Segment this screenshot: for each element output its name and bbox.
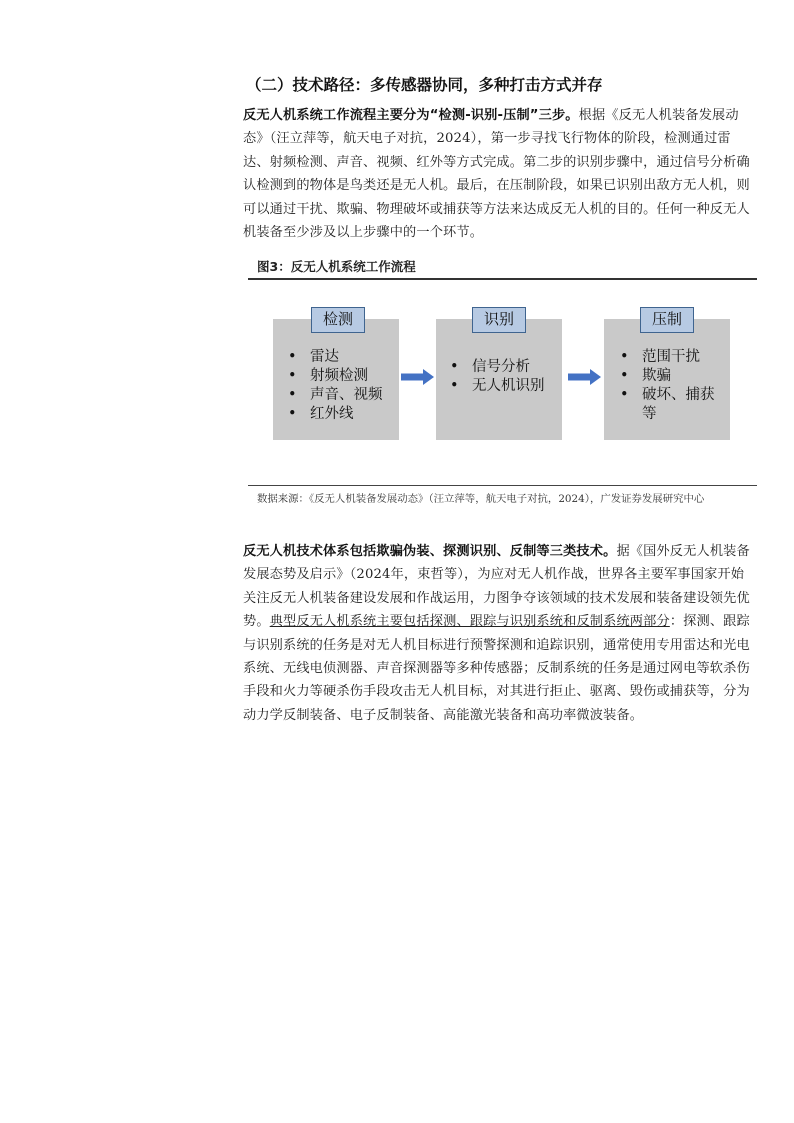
figure-top-rule bbox=[248, 278, 757, 280]
figure-bottom-rule bbox=[248, 485, 757, 486]
stage-items-suppress bbox=[620, 348, 728, 424]
stage-label-detect: 检测 bbox=[311, 307, 365, 333]
flow-arrow-icon bbox=[568, 369, 602, 385]
paragraph-workflow bbox=[243, 104, 757, 244]
stage-item: • 信号分析 bbox=[450, 358, 560, 377]
stage-item: • 无人机识别 bbox=[450, 377, 560, 396]
paragraph-lead: 反无人机技术体系包括欺骗伪装、探测识别、反制等三类技术。 bbox=[243, 544, 617, 559]
stage-item: • 范围干扰 bbox=[620, 348, 728, 367]
section-heading: （二）技术路径：多传感器协同，多种打击方式并存 bbox=[246, 76, 603, 94]
stage-item: • 欺骗 bbox=[620, 367, 728, 386]
underlined-sentence: 典型反无人机系统主要包括探测、跟踪与识别系统和反制系统两部分 bbox=[269, 614, 670, 630]
figure-source: 数据来源：《反无人机装备发展动态》（汪立萍等，航天电子对抗，2024），广发证券发展研究中心 bbox=[257, 493, 705, 505]
paragraph-lead: 反无人机系统工作流程主要分为“检测-识别-压制”三步。 bbox=[243, 108, 579, 123]
stage-item: • 声音、视频 bbox=[288, 386, 398, 405]
paragraph-tech-system bbox=[243, 540, 757, 727]
stage-label-suppress: 压制 bbox=[640, 307, 694, 333]
paragraph-body: 据《国外反无人机装备发展态势及启示》（2024年，束哲等），为应对无人机作战，世界各主要军事国家开始关注反无人机装备建设发展和作战运用，力图争夺该领域的技术发展和装备建设领先优势。 bbox=[243, 544, 750, 630]
stage-item: • 破坏、捕获等 bbox=[620, 386, 728, 424]
figure-title: 图3：反无人机系统工作流程 bbox=[257, 259, 416, 274]
stage-item: • 射频检测 bbox=[288, 367, 398, 386]
stage-label-identify: 识别 bbox=[472, 307, 526, 333]
stage-items-identify bbox=[450, 358, 560, 396]
flow-arrow-icon bbox=[401, 369, 435, 385]
stage-item: • 雷达 bbox=[288, 348, 398, 367]
stage-item: • 红外线 bbox=[288, 405, 398, 424]
paragraph-body-continued: ：探测、跟踪与识别系统的任务是对无人机目标进行预警探测和追踪识别，通常使用专用雷达和光电系统、无线电侦测器、声音探测器等多种传感器；反制系统的任务是通过网电等软杀伤手段和火力等硬杀伤手段攻击无人机目标，对其进行拒止、驱离、毁伤或捕获等，分为动力学反制装备、电子反制装备、高能激光装备和高功率微波装备。 bbox=[243, 614, 750, 723]
stage-items-detect bbox=[288, 348, 398, 424]
paragraph-body: 根据《反无人机装备发展动态》（汪立萍等，航天电子对抗，2024），第一步寻找飞行物体的阶段，检测通过雷达、射频检测、声音、视频、红外等方式完成。第二步的识别步骤中，通过信号分析确认检测到的物体是鸟类还是无人机。最后，在压制阶段，如果已识别出敌方无人机，则可以通过干扰、欺骗、物理破坏或捕获等方法来达成反无人机的目的。任何一种反无人机装备至少涉及以上步骤中的一个环节。 bbox=[243, 108, 750, 241]
